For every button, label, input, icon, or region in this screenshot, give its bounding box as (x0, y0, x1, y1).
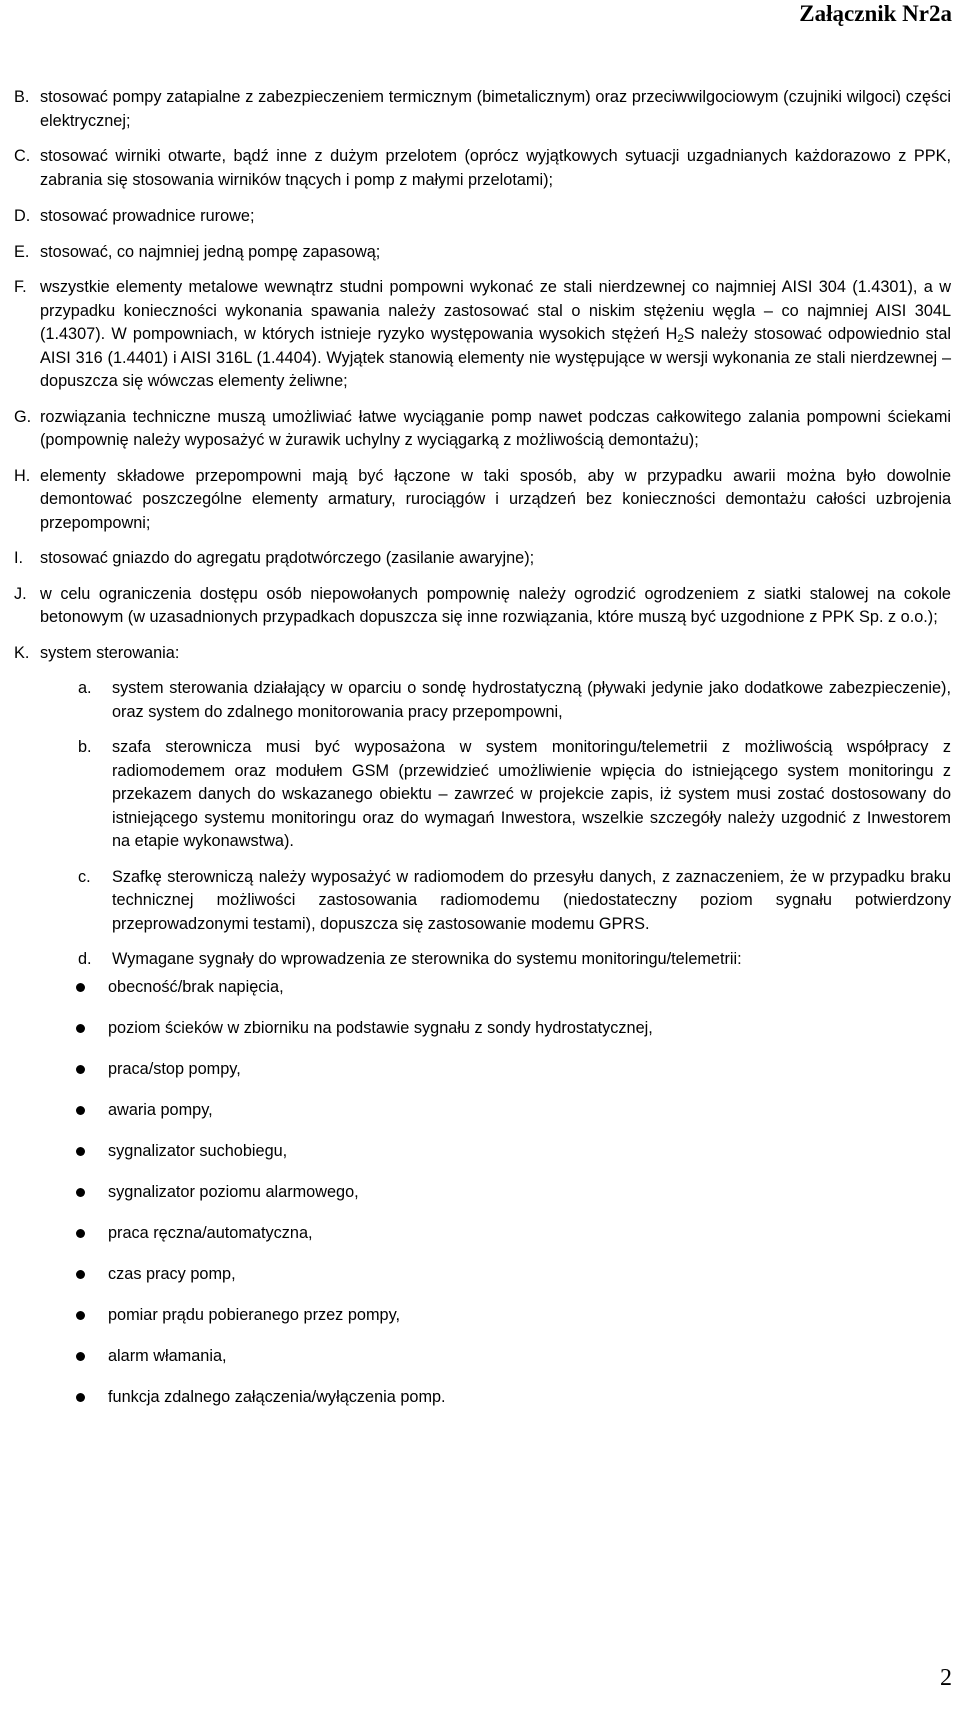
bullet-icon (76, 1229, 85, 1238)
bullet-icon (76, 1188, 85, 1197)
signal-text: praca/stop pompy, (108, 1059, 241, 1078)
list-marker: F. (14, 278, 27, 296)
control-system-list (78, 677, 951, 972)
list-marker: G. (14, 407, 32, 426)
bullet-icon (76, 1311, 85, 1320)
list-marker: E. (14, 242, 30, 261)
list-marker: B. (14, 88, 30, 106)
bullet-icon (76, 1024, 85, 1033)
bullet-icon (76, 983, 85, 992)
signal-item (74, 1304, 951, 1328)
sub-item-text: Wymagane sygnały do wprowadzenia ze sterownika do systemu monitoringu/telemetrii: (112, 950, 742, 968)
attachment-header: Załącznik Nr2a (799, 1, 952, 26)
sub-item-text: szafa sterownicza musi być wyposażona w system monitoringu/telemetrii z możliwością współpracy z radiomodemem oraz modułem GSM (przewidzieć umożliwienie wpięcia do istniejącego system monitoringu z przekazem danych do wskazanego obiektu – zawrzeć w projekcie zapis, iż system musi zostać dostosowany do istniejącego systemu monitoringu oraz do wymagań Inwestora, wszelkie szczegóły należy uzgodnić z Inwestorem na etapie wykonawstwa). (112, 738, 951, 850)
signal-text: alarm włamania, (108, 1347, 227, 1366)
list-item-text: stosować gniazdo do agregatu prądotwórczego (zasilanie awaryjne); (40, 549, 535, 567)
list-item-d (14, 205, 951, 229)
list-marker: J. (14, 584, 27, 603)
signal-text: sygnalizator poziomu alarmowego, (108, 1182, 359, 1201)
list-item-g (14, 406, 951, 453)
bullet-icon (76, 1393, 85, 1402)
signal-item (74, 1222, 951, 1246)
sub-list-marker: b. (78, 738, 92, 756)
bullet-icon (76, 1352, 85, 1361)
list-item-k (14, 642, 951, 666)
sub-list-marker: c. (78, 867, 91, 886)
list-item-text: elementy składowe przepompowni mają być łączone w taki sposób, aby w przypadku awarii można było dowolnie demontować poszczególne elementy armatury, rurociągów i urządzeń bez konieczności demontażu całości uzbrojenia przepompowni; (40, 466, 951, 532)
signal-item (74, 1386, 951, 1410)
sub-list-marker: d. (78, 950, 92, 968)
signal-text: poziom ścieków w zbiorniku na podstawie sygnału z sondy hydrostatycznej, (108, 1018, 653, 1037)
signal-text: obecność/brak napięcia, (108, 977, 284, 996)
signal-item (74, 1058, 951, 1082)
list-item-text: w celu ograniczenia dostępu osób niepowołanych pompownię należy ogrodzić ogrodzeniem z siatki stalowej na cokole betonowym (w uzasadnionych przypadkach dopuszcza się inne rozwiązania, które muszą być uzgodnione z PPK Sp. z o.o.); (40, 584, 951, 626)
signal-item (74, 976, 951, 1000)
bullet-icon (76, 1106, 85, 1115)
signal-item (74, 1017, 951, 1041)
subscript-digit: 2 (677, 332, 684, 345)
list-item-text: stosować wirniki otwarte, bądź inne z dużym przelotem (oprócz wyjątkowych sytuacji uzgadnianych każdorazowo z PPK, zabrania się stosowania wirników tnących i pomp z małymi przelotami); (40, 147, 951, 189)
sub-item-b (78, 736, 951, 854)
signal-text: praca ręczna/automatyczna, (108, 1224, 313, 1243)
signal-text: funkcja zdalnego załączenia/wyłączenia pomp. (108, 1388, 446, 1407)
list-item-c (14, 145, 951, 192)
list-item-b (14, 86, 951, 133)
list-item-f (14, 276, 951, 394)
list-item-j (14, 583, 951, 630)
list-item-text: stosować, co najmniej jedną pompę zapasową; (40, 242, 381, 261)
list-item-text: rozwiązania techniczne muszą umożliwiać łatwe wyciąganie pomp nawet podczas całkowitego zalania pompowni ściekami (pompownię należy wyposażyć w żurawik uchylny z wyciągarką z możliwością demontażu); (40, 407, 951, 449)
signal-item (74, 1140, 951, 1164)
page-number: 2 (940, 1665, 952, 1691)
list-marker: H. (14, 466, 31, 485)
sub-item-a (78, 677, 951, 724)
document-body (14, 86, 951, 1428)
signal-text: pomiar prądu pobieranego przez pompy, (108, 1306, 401, 1325)
list-item-e (14, 241, 951, 265)
signal-item (74, 1099, 951, 1123)
list-item-text-part: S należy stosować odpowiednio stal AISI 316 (1.4401) i AISI 316L (1.4404). Wyjątek stanowią elementy nie występujące w wersji wykonania ze stali nierdzewnej – dopuszcza się wówczas elementy żeliwne; (40, 325, 951, 390)
list-item-text: stosować prowadnice rurowe; (40, 207, 255, 225)
sub-list-marker: a. (78, 679, 92, 697)
list-marker: I. (14, 549, 24, 567)
signals-list (74, 976, 951, 1410)
signal-item (74, 1263, 951, 1287)
bullet-icon (76, 1147, 85, 1156)
sub-item-d (78, 948, 951, 972)
signal-item (74, 1345, 951, 1369)
list-marker: C. (14, 147, 31, 165)
list-marker: K. (14, 643, 30, 662)
signal-text: sygnalizator suchobiegu, (108, 1141, 288, 1160)
signal-text: awaria pompy, (108, 1100, 213, 1119)
list-item-text: system sterowania: (40, 643, 180, 662)
sub-item-text: system sterowania działający w oparciu o sondę hydrostatyczną (pływaki jedynie jako dodatkowe zabezpieczenie), oraz system do zdalnego monitorowania pracy przepompowni, (112, 679, 951, 721)
sub-item-c (78, 866, 951, 937)
signal-text: czas pracy pomp, (108, 1265, 236, 1284)
sub-item-text: Szafkę sterowniczą należy wyposażyć w radiomodem do przesyłu danych, z zaznaczeniem, że w przypadku braku technicznej możliwości zastosowania radiomodemu (niedostateczny poziom sygnału potwierdzony przeprowadzonymi testami), dopuszcza się zastosowanie modemu GPRS. (112, 867, 951, 933)
list-item-i (14, 547, 951, 571)
signal-item (74, 1181, 951, 1205)
list-marker: D. (14, 207, 31, 225)
bullet-icon (76, 1065, 85, 1074)
list-item-text (40, 278, 951, 390)
bullet-icon (76, 1270, 85, 1279)
list-item-text-part: wszystkie elementy metalowe wewnątrz studni pompowni wykonać ze stali nierdzewnej co najmniej AISI 304 (1.4301), a w przypadku konieczności wykonania spawania należy zastosować stal o niskim stężeniu węgla – co najmniej AISI 304L (1.4307). W pompowniach, w których istnieje ryzyko występowania wysokich stężeń H (40, 278, 951, 343)
list-item-h (14, 465, 951, 536)
list-item-text: stosować pompy zatapialne z zabezpieczeniem termicznym (bimetalicznym) oraz przeciwwilgociowym (czujniki wilgoci) części elektrycznej; (40, 88, 951, 130)
